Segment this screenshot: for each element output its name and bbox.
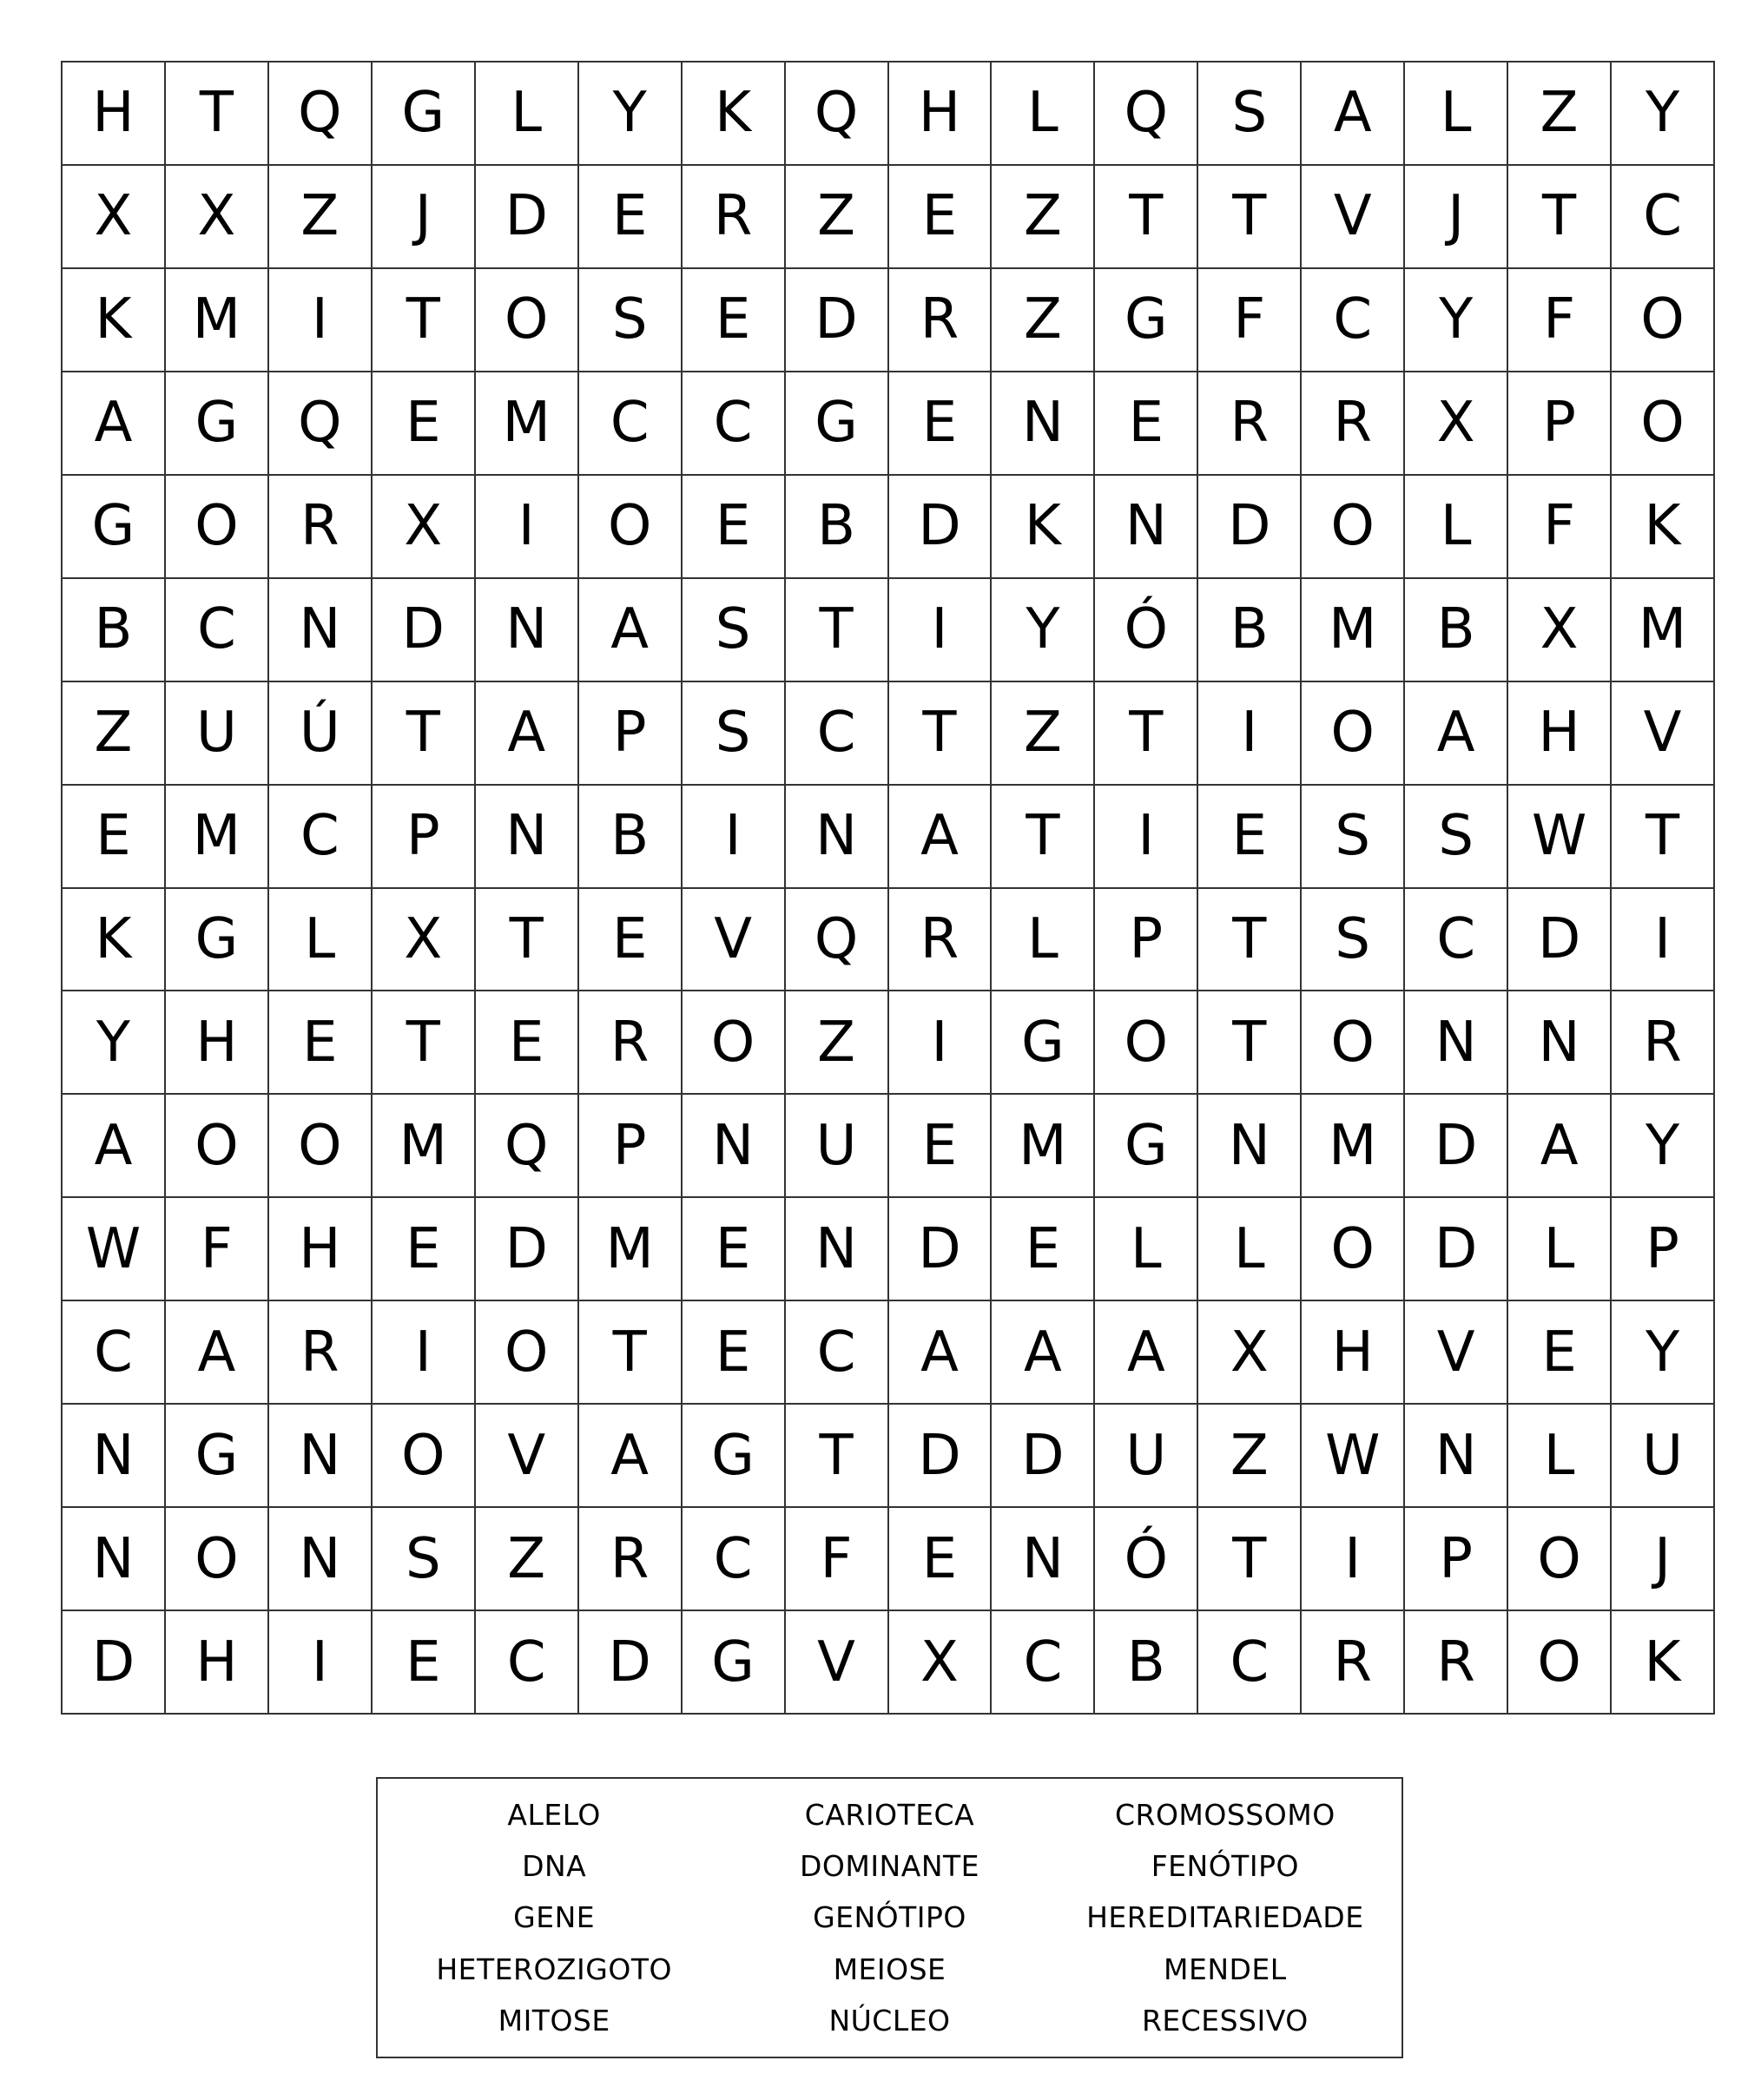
grid-cell[interactable]: M [579, 1198, 683, 1301]
grid-cell[interactable]: Z [992, 166, 1095, 269]
grid-cell[interactable]: G [166, 1405, 269, 1508]
grid-cell[interactable]: T [373, 269, 476, 372]
grid-cell[interactable]: L [269, 889, 373, 992]
grid-cell[interactable]: E [1198, 786, 1302, 889]
grid-cell[interactable]: E [579, 889, 683, 992]
word-list-item: DOMINANTE [799, 1849, 980, 1884]
grid-cell[interactable]: O [1612, 372, 1715, 476]
grid-cell[interactable]: M [1302, 579, 1405, 682]
grid-cell[interactable]: X [166, 166, 269, 269]
grid-cell[interactable]: Y [992, 579, 1095, 682]
grid-cell[interactable]: H [166, 1611, 269, 1715]
grid-cell[interactable]: T [786, 1405, 889, 1508]
word-list-item: RECESSIVO [1141, 2003, 1309, 2037]
grid-cell[interactable]: L [992, 63, 1095, 166]
grid-cell[interactable]: K [992, 476, 1095, 579]
grid-cell[interactable]: Q [476, 1095, 579, 1198]
grid-cell[interactable]: C [786, 1301, 889, 1405]
grid-cell[interactable]: N [786, 1198, 889, 1301]
grid-cell[interactable]: E [476, 991, 579, 1095]
grid-cell[interactable]: N [476, 786, 579, 889]
grid-cell[interactable]: M [166, 786, 269, 889]
grid-cell[interactable]: T [1095, 166, 1198, 269]
grid-cell[interactable]: T [373, 682, 476, 786]
grid-cell[interactable]: X [1198, 1301, 1302, 1405]
grid-cell[interactable]: R [1612, 991, 1715, 1095]
word-search-grid [61, 61, 1715, 1715]
grid-cell[interactable]: E [373, 1198, 476, 1301]
grid-cell[interactable]: C [683, 1508, 786, 1611]
grid-cell[interactable]: C [683, 372, 786, 476]
grid-cell[interactable]: E [683, 1301, 786, 1405]
word-list-item: GENÓTIPO [813, 1900, 966, 1935]
grid-cell[interactable]: M [1302, 1095, 1405, 1198]
grid-cell[interactable]: U [1095, 1405, 1198, 1508]
grid-cell[interactable]: D [992, 1405, 1095, 1508]
grid-cell[interactable]: O [166, 476, 269, 579]
grid-cell[interactable]: X [373, 889, 476, 992]
grid-cell[interactable]: V [786, 1611, 889, 1715]
grid-cell[interactable]: D [373, 579, 476, 682]
grid-cell[interactable]: R [1302, 372, 1405, 476]
grid-cell[interactable]: N [1405, 1405, 1508, 1508]
grid-cell[interactable]: O [1095, 991, 1198, 1095]
grid-cell[interactable]: N [683, 1095, 786, 1198]
word-list [376, 1777, 1403, 2058]
grid-cell[interactable]: T [1198, 889, 1302, 992]
grid-cell[interactable]: X [373, 476, 476, 579]
grid-cell[interactable]: Z [786, 991, 889, 1095]
grid-cell[interactable]: N [1508, 991, 1612, 1095]
grid-cell[interactable]: A [889, 786, 993, 889]
grid-cell[interactable]: T [1095, 682, 1198, 786]
grid-cell[interactable]: Q [786, 889, 889, 992]
grid-cell[interactable]: H [889, 63, 993, 166]
grid-cell[interactable]: K [1612, 1611, 1715, 1715]
grid-cell[interactable]: K [63, 889, 166, 992]
grid-cell[interactable]: C [166, 579, 269, 682]
grid-cell[interactable]: I [889, 579, 993, 682]
grid-cell[interactable]: I [269, 269, 373, 372]
grid-cell[interactable]: C [579, 372, 683, 476]
grid-cell[interactable]: O [1302, 991, 1405, 1095]
grid-cell[interactable]: D [1508, 889, 1612, 992]
grid-cell[interactable]: G [683, 1405, 786, 1508]
grid-cell[interactable]: R [1198, 372, 1302, 476]
word-list-item: HEREDITARIEDADE [1086, 1900, 1364, 1935]
grid-cell[interactable]: B [579, 786, 683, 889]
grid-cell[interactable]: I [889, 991, 993, 1095]
grid-cell[interactable]: T [786, 579, 889, 682]
grid-cell[interactable]: T [1612, 786, 1715, 889]
grid-cell[interactable]: R [269, 476, 373, 579]
grid-cell[interactable]: C [1198, 1611, 1302, 1715]
word-list-item: CARIOTECA [804, 1798, 975, 1833]
grid-cell[interactable]: C [1612, 166, 1715, 269]
grid-cell[interactable]: I [476, 476, 579, 579]
grid-cell[interactable]: Y [63, 991, 166, 1095]
word-list-item: FENÓTIPO [1151, 1849, 1299, 1884]
grid-cell[interactable]: P [1095, 889, 1198, 992]
grid-cell[interactable]: M [476, 372, 579, 476]
grid-cell[interactable]: J [1405, 166, 1508, 269]
grid-cell[interactable]: V [1302, 166, 1405, 269]
grid-cell[interactable]: T [579, 1301, 683, 1405]
grid-cell[interactable]: C [1302, 269, 1405, 372]
grid-cell[interactable]: S [579, 269, 683, 372]
grid-cell[interactable]: L [1405, 476, 1508, 579]
grid-cell[interactable]: C [269, 786, 373, 889]
grid-cell[interactable]: A [63, 1095, 166, 1198]
grid-cell[interactable]: V [1405, 1301, 1508, 1405]
grid-cell[interactable]: E [683, 1198, 786, 1301]
grid-cell[interactable]: P [579, 682, 683, 786]
grid-cell[interactable]: D [889, 476, 993, 579]
grid-cell[interactable]: T [166, 63, 269, 166]
grid-cell[interactable]: Y [1612, 63, 1715, 166]
grid-cell[interactable]: B [786, 476, 889, 579]
grid-cell[interactable]: N [992, 1508, 1095, 1611]
grid-cell[interactable]: D [63, 1611, 166, 1715]
grid-cell[interactable]: K [63, 269, 166, 372]
grid-cell[interactable]: E [1508, 1301, 1612, 1405]
grid-cell[interactable]: C [63, 1301, 166, 1405]
grid-cell[interactable]: X [1508, 579, 1612, 682]
grid-cell[interactable]: N [269, 1508, 373, 1611]
grid-cell[interactable]: H [63, 63, 166, 166]
grid-cell[interactable]: S [683, 579, 786, 682]
grid-cell[interactable]: B [1095, 1611, 1198, 1715]
grid-cell[interactable]: Q [786, 63, 889, 166]
grid-cell[interactable]: V [683, 889, 786, 992]
grid-cell[interactable]: L [1095, 1198, 1198, 1301]
grid-cell[interactable]: X [1405, 372, 1508, 476]
grid-cell[interactable]: K [1612, 476, 1715, 579]
grid-cell[interactable]: I [1612, 889, 1715, 992]
grid-cell[interactable]: P [1405, 1508, 1508, 1611]
grid-cell[interactable]: C [1405, 889, 1508, 992]
grid-cell[interactable]: Q [269, 372, 373, 476]
grid-cell[interactable]: I [1198, 682, 1302, 786]
grid-cell[interactable]: W [63, 1198, 166, 1301]
grid-cell[interactable]: E [373, 1611, 476, 1715]
grid-cell[interactable]: Ú [269, 682, 373, 786]
grid-cell[interactable]: Ó [1095, 579, 1198, 682]
grid-cell[interactable]: O [166, 1508, 269, 1611]
grid-cell[interactable]: S [683, 682, 786, 786]
grid-cell[interactable]: O [476, 269, 579, 372]
grid-cell[interactable]: J [373, 166, 476, 269]
grid-cell[interactable]: N [1405, 991, 1508, 1095]
grid-cell[interactable]: D [1405, 1198, 1508, 1301]
grid-cell[interactable]: N [992, 372, 1095, 476]
grid-cell[interactable]: G [166, 372, 269, 476]
grid-cell[interactable]: L [1405, 63, 1508, 166]
grid-cell[interactable]: U [786, 1095, 889, 1198]
grid-cell[interactable]: A [166, 1301, 269, 1405]
grid-cell[interactable]: S [1405, 786, 1508, 889]
grid-cell[interactable]: G [1095, 269, 1198, 372]
grid-cell[interactable]: O [579, 476, 683, 579]
grid-cell[interactable]: Z [992, 682, 1095, 786]
grid-cell[interactable]: Z [63, 682, 166, 786]
grid-cell[interactable]: B [1198, 579, 1302, 682]
word-list-item: MENDEL [1164, 1952, 1287, 1986]
grid-cell[interactable]: N [1095, 476, 1198, 579]
grid-cell[interactable]: H [1508, 682, 1612, 786]
word-list-item: GENE [513, 1900, 596, 1935]
grid-cell[interactable]: D [786, 269, 889, 372]
grid-cell[interactable]: A [889, 1301, 993, 1405]
grid-cell[interactable]: N [269, 579, 373, 682]
grid-cell[interactable]: S [1302, 786, 1405, 889]
grid-cell[interactable]: O [1612, 269, 1715, 372]
grid-cell[interactable]: B [63, 579, 166, 682]
grid-cell[interactable]: O [683, 991, 786, 1095]
grid-cell[interactable]: T [476, 889, 579, 992]
grid-cell[interactable]: A [579, 1405, 683, 1508]
grid-cell[interactable]: H [1302, 1301, 1405, 1405]
grid-cell[interactable]: I [373, 1301, 476, 1405]
grid-cell[interactable]: D [476, 1198, 579, 1301]
grid-cell[interactable]: C [992, 1611, 1095, 1715]
grid-cell[interactable]: E [992, 1198, 1095, 1301]
grid-cell[interactable]: G [63, 476, 166, 579]
grid-cell[interactable]: O [1302, 1198, 1405, 1301]
grid-cell[interactable]: J [1612, 1508, 1715, 1611]
grid-cell[interactable]: G [373, 63, 476, 166]
grid-cell[interactable]: N [786, 786, 889, 889]
grid-cell[interactable]: O [1508, 1508, 1612, 1611]
grid-cell[interactable]: Z [269, 166, 373, 269]
grid-cell[interactable]: S [1302, 889, 1405, 992]
grid-cell[interactable]: E [889, 1095, 993, 1198]
grid-cell[interactable]: R [889, 269, 993, 372]
word-list-item: DNA [522, 1849, 587, 1884]
grid-cell[interactable]: Y [1612, 1301, 1715, 1405]
grid-cell[interactable]: X [63, 166, 166, 269]
grid-cell[interactable]: E [683, 269, 786, 372]
grid-cell[interactable]: E [63, 786, 166, 889]
grid-cell[interactable]: E [683, 476, 786, 579]
grid-cell[interactable]: Ó [1095, 1508, 1198, 1611]
grid-cell[interactable]: Z [1198, 1405, 1302, 1508]
grid-cell[interactable]: F [1508, 269, 1612, 372]
grid-cell[interactable]: Z [786, 166, 889, 269]
grid-cell[interactable]: K [683, 63, 786, 166]
grid-cell[interactable]: O [1302, 682, 1405, 786]
word-list-item: MITOSE [498, 2003, 610, 2037]
grid-cell[interactable]: I [1095, 786, 1198, 889]
grid-cell[interactable]: I [1302, 1508, 1405, 1611]
grid-cell[interactable]: Z [476, 1508, 579, 1611]
grid-cell[interactable]: Z [1508, 63, 1612, 166]
grid-cell[interactable]: N [476, 579, 579, 682]
grid-cell[interactable]: D [579, 1611, 683, 1715]
grid-cell[interactable]: L [1508, 1405, 1612, 1508]
grid-cell[interactable]: G [683, 1611, 786, 1715]
grid-cell[interactable]: H [166, 991, 269, 1095]
grid-cell[interactable]: G [166, 889, 269, 992]
word-list-item: ALELO [507, 1798, 601, 1833]
grid-cell[interactable]: I [269, 1611, 373, 1715]
grid-cell[interactable]: O [476, 1301, 579, 1405]
grid-cell[interactable]: O [1508, 1611, 1612, 1715]
grid-cell[interactable]: N [63, 1405, 166, 1508]
grid-cell[interactable]: Z [992, 269, 1095, 372]
grid-cell[interactable]: A [579, 579, 683, 682]
grid-cell[interactable]: N [63, 1508, 166, 1611]
grid-cell[interactable]: T [1198, 166, 1302, 269]
grid-cell[interactable]: L [1198, 1198, 1302, 1301]
word-list-item: MEIOSE [833, 1952, 946, 1986]
grid-cell[interactable]: W [1508, 786, 1612, 889]
grid-cell[interactable]: R [269, 1301, 373, 1405]
grid-cell[interactable]: R [683, 166, 786, 269]
grid-cell[interactable]: U [1612, 1405, 1715, 1508]
grid-cell[interactable]: T [1198, 1508, 1302, 1611]
grid-cell[interactable]: F [1508, 476, 1612, 579]
grid-cell[interactable]: E [373, 372, 476, 476]
grid-cell[interactable]: R [579, 991, 683, 1095]
grid-cell[interactable]: D [1198, 476, 1302, 579]
grid-cell[interactable]: V [1612, 682, 1715, 786]
grid-cell[interactable]: T [1198, 991, 1302, 1095]
grid-cell[interactable]: D [1405, 1095, 1508, 1198]
grid-cell[interactable]: E [1095, 372, 1198, 476]
grid-cell[interactable]: O [1302, 476, 1405, 579]
grid-cell[interactable]: I [683, 786, 786, 889]
word-list-item: NÚCLEO [828, 2003, 951, 2037]
grid-cell[interactable]: O [269, 1095, 373, 1198]
grid-cell[interactable]: Y [579, 63, 683, 166]
grid-cell[interactable]: A [1508, 1095, 1612, 1198]
grid-cell[interactable]: A [1302, 63, 1405, 166]
grid-cell[interactable]: U [166, 682, 269, 786]
grid-cell[interactable]: G [1095, 1095, 1198, 1198]
grid-cell[interactable]: P [1508, 372, 1612, 476]
grid-cell[interactable]: D [889, 1405, 993, 1508]
grid-cell[interactable]: B [1405, 579, 1508, 682]
grid-cell[interactable]: M [166, 269, 269, 372]
grid-cell[interactable]: R [1302, 1611, 1405, 1715]
grid-cell[interactable]: M [373, 1095, 476, 1198]
grid-cell[interactable]: E [889, 1508, 993, 1611]
grid-cell[interactable]: N [269, 1405, 373, 1508]
grid-cell[interactable]: P [1612, 1198, 1715, 1301]
grid-cell[interactable]: D [476, 166, 579, 269]
word-list-item: CROMOSSOMO [1114, 1798, 1336, 1833]
grid-cell[interactable]: Y [1405, 269, 1508, 372]
grid-cell[interactable]: N [1198, 1095, 1302, 1198]
grid-cell[interactable]: G [992, 991, 1095, 1095]
grid-cell[interactable]: V [476, 1405, 579, 1508]
grid-cell[interactable]: M [1612, 579, 1715, 682]
grid-cell[interactable]: E [579, 166, 683, 269]
grid-cell[interactable]: A [1095, 1301, 1198, 1405]
grid-cell[interactable]: E [269, 991, 373, 1095]
grid-cell[interactable]: F [786, 1508, 889, 1611]
grid-cell[interactable]: T [1508, 166, 1612, 269]
grid-cell[interactable]: A [63, 372, 166, 476]
grid-cell[interactable]: C [786, 682, 889, 786]
grid-cell[interactable]: A [992, 1301, 1095, 1405]
grid-cell[interactable]: Q [269, 63, 373, 166]
grid-cell[interactable]: L [476, 63, 579, 166]
grid-cell[interactable]: H [269, 1198, 373, 1301]
grid-cell[interactable]: L [992, 889, 1095, 992]
word-list-item: HETEROZIGOTO [436, 1952, 672, 1986]
grid-cell[interactable]: P [373, 786, 476, 889]
grid-cell[interactable]: D [889, 1198, 993, 1301]
grid-cell[interactable]: C [476, 1611, 579, 1715]
grid-cell[interactable]: F [166, 1198, 269, 1301]
grid-cell[interactable]: A [476, 682, 579, 786]
grid-cell[interactable]: O [373, 1405, 476, 1508]
grid-cell[interactable]: E [889, 166, 993, 269]
grid-cell[interactable]: O [166, 1095, 269, 1198]
grid-cell[interactable]: A [1405, 682, 1508, 786]
grid-cell[interactable]: R [579, 1508, 683, 1611]
grid-cell[interactable]: R [1405, 1611, 1508, 1715]
grid-cell[interactable]: S [373, 1508, 476, 1611]
grid-cell[interactable]: R [889, 889, 993, 992]
grid-cell[interactable]: W [1302, 1405, 1405, 1508]
grid-cell[interactable]: X [889, 1611, 993, 1715]
grid-cell[interactable]: Y [1612, 1095, 1715, 1198]
grid-cell[interactable]: T [889, 682, 993, 786]
grid-cell[interactable]: S [1198, 63, 1302, 166]
grid-cell[interactable]: L [1508, 1198, 1612, 1301]
grid-cell[interactable]: E [889, 372, 993, 476]
grid-cell[interactable]: G [786, 372, 889, 476]
grid-cell[interactable]: T [992, 786, 1095, 889]
grid-cell[interactable]: P [579, 1095, 683, 1198]
grid-cell[interactable]: T [373, 991, 476, 1095]
grid-cell[interactable]: F [1198, 269, 1302, 372]
grid-cell[interactable]: M [992, 1095, 1095, 1198]
grid-cell[interactable]: Q [1095, 63, 1198, 166]
